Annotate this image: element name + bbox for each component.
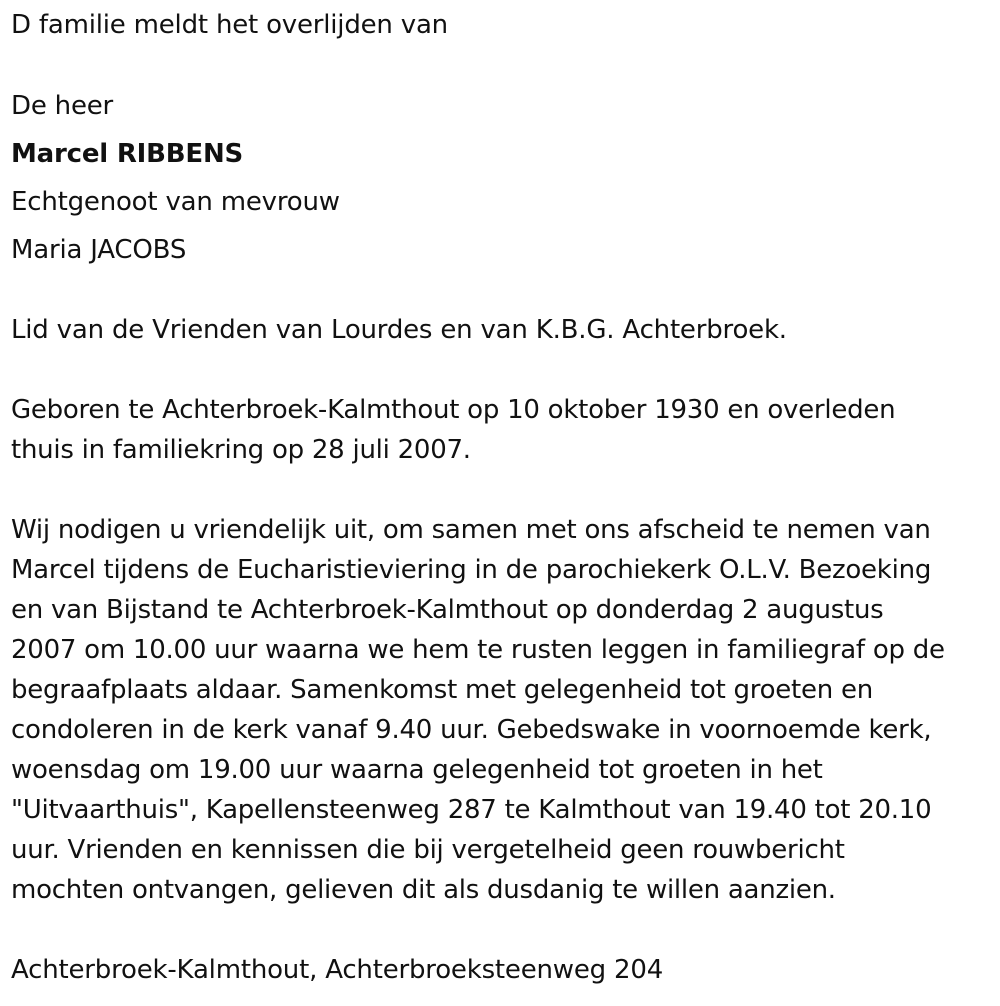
invitation-line: uur. Vrienden en kennissen die bij vergetelheid geen rouwbericht [11,835,845,865]
salutation: De heer [11,91,114,121]
invitation-line: mochten ontvangen, gelieven dit als dusdanig te willen aanzien. [11,875,836,905]
birth-death-line: Geboren te Achterbroek-Kalmthout op 10 oktober 1930 en overleden [11,395,896,425]
deceased-name: Marcel RIBBENS [11,139,244,169]
relation-line: Echtgenoot van mevrouw [11,187,340,217]
invitation-line: en van Bijstand te Achterbroek-Kalmthout op donderdag 2 augustus [11,595,884,625]
invitation-line: Marcel tijdens de Eucharistieviering in de parochiekerk O.L.V. Bezoeking [11,555,932,585]
invitation-paragraph [11,510,1000,910]
invitation-line: condoleren in de kerk vanaf 9.40 uur. Gebedswake in voornoemde kerk, [11,715,932,745]
invitation-line: woensdag om 19.00 uur waarna gelegenheid tot groeten in het [11,755,823,785]
spouse-name: Maria JACOBS [11,235,187,265]
address-line: Achterbroek-Kalmthout, Achterbroeksteenweg 204 [11,955,664,985]
birth-death-paragraph [11,390,1000,470]
membership-line: Lid van de Vrienden van Lourdes en van K.B.G. Achterbroek. [11,315,787,345]
intro-line: D familie meldt het overlijden van [11,10,448,40]
invitation-line: begraafplaats aldaar. Samenkomst met gelegenheid tot groeten en [11,675,873,705]
invitation-line: Wij nodigen u vriendelijk uit, om samen met ons afscheid te nemen van [11,515,931,545]
birth-death-line: thuis in familiekring op 28 juli 2007. [11,435,471,465]
invitation-line: "Uitvaarthuis", Kapellensteenweg 287 te Kalmthout van 19.40 tot 20.10 [11,795,932,825]
invitation-line: 2007 om 10.00 uur waarna we hem te rusten leggen in familiegraf op de [11,635,945,665]
